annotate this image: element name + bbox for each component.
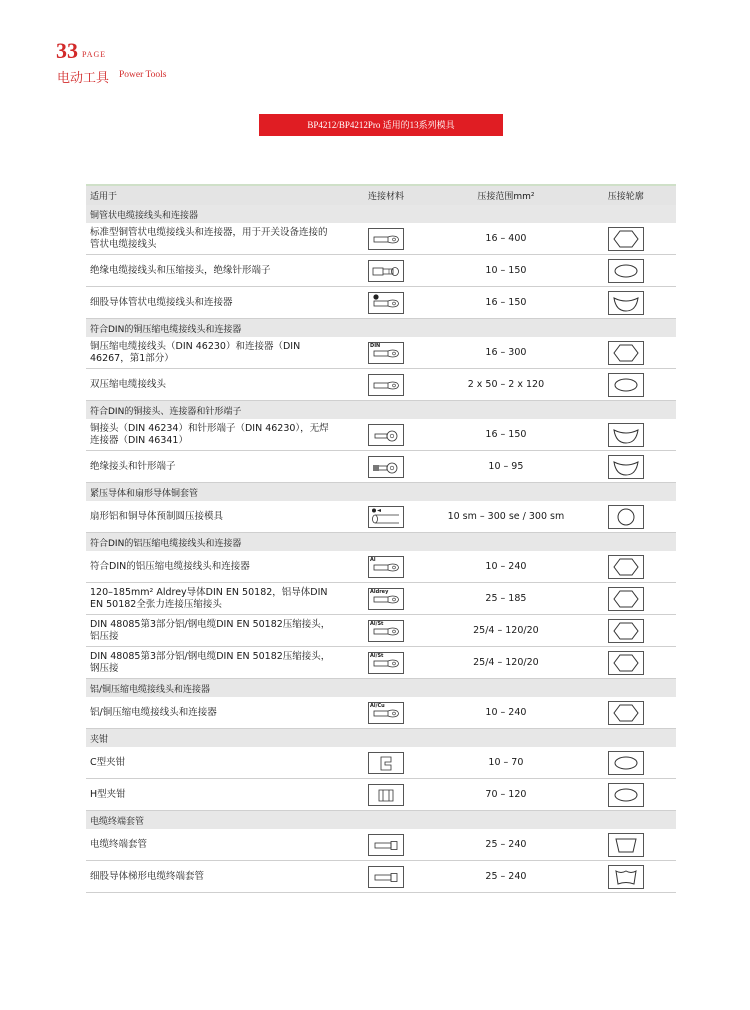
table-row [86, 337, 676, 369]
hexagon-profile-icon [608, 587, 644, 611]
material-cell [336, 255, 436, 287]
row-description: 扇形铝和铜导体预制圆压接模具 [86, 501, 336, 533]
material-cell [336, 501, 436, 533]
material-cell [336, 779, 436, 811]
material-cell [336, 419, 436, 451]
section-title-en: Power Tools [119, 70, 167, 80]
page-word: PAGE [82, 50, 107, 59]
profile-cell [576, 287, 676, 319]
ring-ins-icon [368, 456, 404, 478]
profile-cell [576, 829, 676, 861]
category-label: 符合DIN的铜压缩电缆接线头和连接器 [86, 319, 676, 338]
oval-profile-icon [608, 751, 644, 775]
crimp-range: 10 – 240 [436, 551, 575, 583]
profile-cell [576, 861, 676, 893]
table-row [86, 501, 676, 533]
profile-cell [576, 697, 676, 729]
crescent-profile-icon [608, 291, 644, 315]
material-tag: Aldrey [370, 588, 389, 595]
crimp-range: 16 – 150 [436, 419, 575, 451]
column-header: 压接轮廓 [576, 185, 676, 205]
row-description: 铜接头（DIN 46234）和针形端子（DIN 46230），无焊连接器（DIN 46341） [86, 419, 336, 451]
row-description: 绝缘接头和针形端子 [86, 451, 336, 483]
material-cell [336, 647, 436, 679]
material-tag: DIN [370, 342, 381, 349]
crimp-range: 25/4 – 120/20 [436, 647, 575, 679]
crimp-range: 70 – 120 [436, 779, 575, 811]
crimp-range: 10 – 150 [436, 255, 575, 287]
material-cell [336, 451, 436, 483]
crescent-profile-icon [608, 455, 644, 479]
table-row [86, 829, 676, 861]
lug-icon [368, 374, 404, 396]
profile-cell [576, 551, 676, 583]
lug-icon [368, 228, 404, 250]
profile-cell [576, 337, 676, 369]
section-title-cn: 电动工具 [57, 71, 110, 86]
category-row [86, 319, 676, 338]
lug-icon [368, 556, 404, 578]
table-row [86, 779, 676, 811]
row-description: 120–185mm² Aldrey导体DIN EN 50182，铝导体DIN EN 50182全张力连接压缩接头 [86, 583, 336, 615]
table-header [86, 185, 676, 205]
row-description: 标准型铜管状电缆接线头和连接器，用于开关设备连接的管状电缆接线头 [86, 223, 336, 255]
crimp-range: 16 – 400 [436, 223, 575, 255]
lug-icon [368, 342, 404, 364]
profile-cell [576, 223, 676, 255]
category-row [86, 811, 676, 830]
row-description: DIN 48085第3部分铝/钢电缆DIN EN 50182压缩接头，铝压接 [86, 615, 336, 647]
ferrule-icon [368, 866, 404, 888]
row-description: C型夹钳 [86, 747, 336, 779]
table-row [86, 369, 676, 401]
lug-icon [368, 588, 404, 610]
table-row [86, 697, 676, 729]
column-header: 连接材料 [336, 185, 436, 205]
oval-profile-icon [608, 259, 644, 283]
page-number: 33 [56, 38, 78, 63]
profile-cell [576, 255, 676, 287]
profile-cell [576, 451, 676, 483]
crimp-range: 10 sm – 300 se / 300 sm [436, 501, 575, 533]
table-row [86, 583, 676, 615]
material-cell [336, 697, 436, 729]
profile-cell [576, 501, 676, 533]
table-row [86, 223, 676, 255]
crimp-range: 16 – 300 [436, 337, 575, 369]
sleeve-icon [368, 506, 404, 528]
profile-cell [576, 779, 676, 811]
category-label: 铝/铜压缩电缆接线头和连接器 [86, 679, 676, 698]
category-row [86, 483, 676, 502]
table-row [86, 861, 676, 893]
die-table [86, 184, 676, 893]
category-row [86, 729, 676, 748]
category-label: 夹钳 [86, 729, 676, 748]
oval-profile-icon [608, 373, 644, 397]
row-description: 铜压缩电缆接线头（DIN 46230）和连接器（DIN 46267，第1部分） [86, 337, 336, 369]
hexagon-profile-icon [608, 701, 644, 725]
hexagon-profile-icon [608, 555, 644, 579]
crimp-range: 25/4 – 120/20 [436, 615, 575, 647]
lug-alcu-icon [368, 702, 404, 724]
ring-icon [368, 424, 404, 446]
material-cell [336, 829, 436, 861]
table-row [86, 255, 676, 287]
category-label: 符合DIN的铜接头、连接器和针形端子 [86, 401, 676, 420]
crimp-range: 2 x 50 – 2 x 120 [436, 369, 575, 401]
hclamp-icon [368, 784, 404, 806]
material-cell [336, 369, 436, 401]
row-description: 双压缩电缆接线头 [86, 369, 336, 401]
row-description: 细股导体管状电缆接线头和连接器 [86, 287, 336, 319]
hexagon-profile-icon [608, 227, 644, 251]
row-description: 铝/铜压缩电缆接线头和连接器 [86, 697, 336, 729]
crimp-range: 16 – 150 [436, 287, 575, 319]
hexagon-profile-icon [608, 619, 644, 643]
ferrule-icon [368, 834, 404, 856]
circle-profile-icon [608, 505, 644, 529]
oval-profile-icon [608, 783, 644, 807]
table-row [86, 419, 676, 451]
column-header: 压接范围mm² [436, 185, 575, 205]
cclamp-icon [368, 752, 404, 774]
table-row [86, 551, 676, 583]
table-row [86, 647, 676, 679]
title-banner: BP4212/BP4212Pro 适用的13系列模具 [259, 114, 503, 136]
category-label: 电缆终端套管 [86, 811, 676, 830]
category-label: 铜管状电缆接线头和连接器 [86, 205, 676, 223]
insulated-icon [368, 260, 404, 282]
row-description: 电缆终端套管 [86, 829, 336, 861]
lug-icon [368, 620, 404, 642]
material-tag: Al [370, 556, 376, 563]
row-description: H型夹钳 [86, 779, 336, 811]
category-row [86, 205, 676, 223]
crimp-range: 25 – 185 [436, 583, 575, 615]
crescent-profile-icon [608, 423, 644, 447]
profile-cell [576, 747, 676, 779]
lug-icon [368, 652, 404, 674]
column-header: 适用于 [86, 185, 336, 205]
profile-cell [576, 369, 676, 401]
material-cell [336, 337, 436, 369]
table-row [86, 287, 676, 319]
category-row [86, 401, 676, 420]
material-cell [336, 861, 436, 893]
material-tag: Al/St [370, 620, 384, 627]
profile-cell [576, 419, 676, 451]
material-cell [336, 615, 436, 647]
material-cell [336, 551, 436, 583]
lug-dot-icon [368, 292, 404, 314]
trapezoid-profile-icon [608, 833, 644, 857]
row-description: 符合DIN的铝压缩电缆接线头和连接器 [86, 551, 336, 583]
table-row [86, 615, 676, 647]
material-tag: Al/St [370, 652, 384, 659]
profile-cell [576, 647, 676, 679]
category-label: 符合DIN的铝压缩电缆接线头和连接器 [86, 533, 676, 552]
hexagon-profile-icon [608, 651, 644, 675]
table-row [86, 747, 676, 779]
table-row [86, 451, 676, 483]
crimp-range: 10 – 95 [436, 451, 575, 483]
crimp-range: 25 – 240 [436, 829, 575, 861]
crimp-range: 10 – 70 [436, 747, 575, 779]
trapezoid-wavy-profile-icon [608, 865, 644, 889]
crimp-range: 10 – 240 [436, 697, 575, 729]
category-label: 紧压导体和扇形导体铜套管 [86, 483, 676, 502]
material-cell [336, 223, 436, 255]
material-tag: Al/Cu [370, 702, 385, 709]
profile-cell [576, 615, 676, 647]
profile-cell [576, 583, 676, 615]
material-cell [336, 287, 436, 319]
row-description: 细股导体梯形电缆终端套管 [86, 861, 336, 893]
material-cell [336, 747, 436, 779]
crimp-range: 25 – 240 [436, 861, 575, 893]
category-row [86, 533, 676, 552]
hexagon-profile-icon [608, 341, 644, 365]
category-row [86, 679, 676, 698]
row-description: DIN 48085第3部分铝/钢电缆DIN EN 50182压缩接头，钢压接 [86, 647, 336, 679]
material-cell [336, 583, 436, 615]
row-description: 绝缘电缆接线头和压缩接头，绝缘针形端子 [86, 255, 336, 287]
